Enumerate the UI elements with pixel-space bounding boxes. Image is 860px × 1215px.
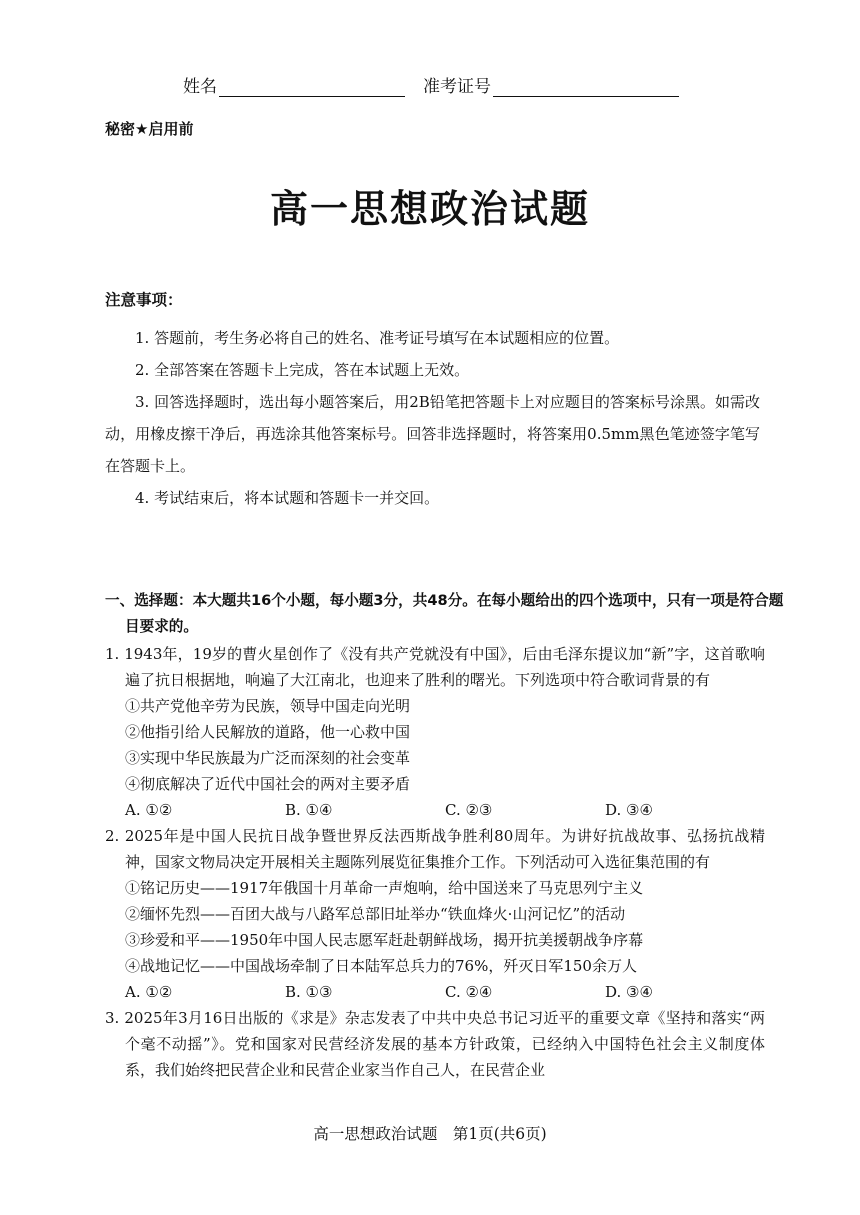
option-c: C. ②④ (445, 983, 493, 1001)
option-c: C. ②③ (445, 801, 493, 819)
question-stem: 3. 2025年3月16日出版的《求是》杂志发表了中共中央总书记习近平的重要文章《坚持和落实“两个毫不动摇”》。党和国家对民营经济发展的基本方针政策，已经纳入中国特色社会主义制度体系，我们始终把民营企业和民营企业家当作自己人，在民营企业 (105, 1009, 765, 1079)
question-statement: ②缅怀先烈——百团大战与八路军总部旧址举办“铁血烽火·山河记忆”的活动 (125, 905, 626, 923)
question-statement: ③实现中华民族最为广泛而深刻的社会变革 (125, 749, 411, 767)
notice-item: 2. 全部答案在答题卡上完成，答在本试题上无效。 (135, 361, 470, 379)
question-3 (105, 1005, 765, 1083)
question-1 (105, 641, 765, 823)
question-statement: ①共产党他辛劳为民族，领导中国走向光明 (125, 697, 411, 715)
secret-label: 秘密★启用前 (105, 120, 194, 138)
option-a: A. ①② (125, 983, 173, 1001)
name-label: 姓名 (183, 77, 217, 97)
question-list (105, 641, 765, 1083)
question-2 (105, 823, 765, 1005)
question-statement: ④战地记忆——中国战场牵制了日本陆军总兵力的76%，歼灭日军150余万人 (125, 957, 637, 975)
notice-item: 3. 回答选择题时，选出每小题答案后，用2B铅笔把答题卡上对应题目的答案标号涂黑。如需改动，用橡皮擦干净后，再选涂其他答案标号。回答非选择题时，将答案用0.5mm黑色笔迹签字笔写在答题卡上。 (105, 393, 760, 475)
name-blank[interactable] (219, 78, 405, 97)
question-stem: 1. 1943年，19岁的曹火星创作了《没有共产党就没有中国》，后由毛泽东提议加“新”字，这首歌响遍了抗日根据地，响遍了大江南北，也迎来了胜利的曙光。下列选项中符合歌词背景的有 (105, 645, 765, 689)
option-a: A. ①② (125, 801, 173, 819)
option-d: D. ③④ (605, 801, 653, 819)
notice-heading: 注意事项： (105, 291, 183, 309)
question-statement: ②他指引给人民解放的道路，他一心救中国 (125, 723, 411, 741)
question-statement: ③珍爱和平——1950年中国人民志愿军赶赴朝鲜战场，揭开抗美援朝战争序幕 (125, 931, 644, 949)
option-b: B. ①③ (285, 983, 333, 1001)
question-statement: ①铭记历史——1917年俄国十月革命一声炮响，给中国送来了马克思列宁主义 (125, 879, 644, 897)
option-b: B. ①④ (285, 801, 333, 819)
page-title: 高一思想政治试题 (269, 187, 590, 231)
page-footer: 高一思想政治试题 第1页(共6页) (313, 1125, 547, 1143)
section-heading: 一、选择题：本大题共16个小题，每小题3分，共48分。在每小题给出的四个选项中，只有一项是符合题目要求的。 (105, 592, 784, 635)
notice-list (105, 322, 760, 514)
notice-item: 4. 考试结束后，将本试题和答题卡一并交回。 (135, 489, 440, 507)
answer-options (105, 979, 765, 1005)
exam-id-label: 准考证号 (423, 77, 491, 97)
question-stem: 2. 2025年是中国人民抗日战争暨世界反法西斯战争胜利80周年。为讲好抗战故事、弘扬抗战精神，国家文物局决定开展相关主题陈列展览征集推介工作。下列活动可入选征集范围的有 (105, 827, 765, 871)
answer-options (105, 797, 765, 823)
exam-id-blank[interactable] (493, 78, 679, 97)
question-statement: ④彻底解决了近代中国社会的两对主要矛盾 (125, 775, 411, 793)
notice-item: 1. 答题前，考生务必将自己的姓名、准考证号填写在本试题相应的位置。 (135, 329, 620, 347)
option-d: D. ③④ (605, 983, 653, 1001)
candidate-info-line (183, 72, 710, 97)
